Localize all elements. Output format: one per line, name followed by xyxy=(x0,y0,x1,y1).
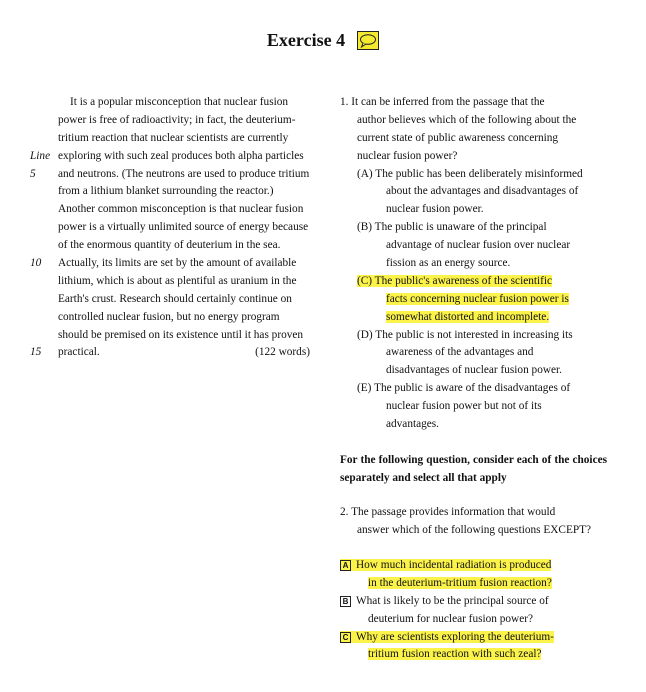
passage-line xyxy=(58,130,316,148)
option-text: (A) The public has been deliberately misinformed xyxy=(357,167,583,180)
speech-bubble-icon[interactable] xyxy=(357,31,379,50)
line-label: Line xyxy=(30,149,51,162)
passage-line xyxy=(30,255,316,273)
option-text: nuclear fusion power but not of its xyxy=(386,400,542,413)
option-text: (D) The public is not interested in increasing its xyxy=(357,328,573,341)
passage-line xyxy=(58,309,316,327)
answer-option-d[interactable] xyxy=(340,327,610,381)
passage-line-text: of the enormous quantity of deuterium in the sea. xyxy=(58,239,281,252)
option-text-highlighted: (C) The public's awareness of the scientific xyxy=(357,274,553,287)
passage-line-text: tritium reaction that nuclear scientists are currently xyxy=(58,131,289,144)
option-text: (B) The public is unaware of the principal xyxy=(357,221,547,234)
option-text-highlighted: How much incidental radiation is produced xyxy=(356,559,552,571)
line-label: 15 xyxy=(30,346,42,359)
passage-line-text: lithium, which is about as plentiful as uranium in the xyxy=(58,274,297,287)
option-text-highlighted: somewhat distorted and incomplete. xyxy=(386,310,550,323)
answer-option-c[interactable] xyxy=(340,273,610,327)
option-text: awareness of the advantages and xyxy=(386,346,534,359)
answer-option-a[interactable] xyxy=(340,166,610,220)
passage-line xyxy=(58,291,316,309)
question-2-options xyxy=(340,557,610,664)
option-text: disadvantages of nuclear fusion power. xyxy=(386,364,562,377)
answer-option-b[interactable] xyxy=(340,219,610,273)
passage-line-text: power is free of radioactivity; in fact, the deuterium- xyxy=(58,113,296,126)
passage-line-text: Earth's crust. Research should certainly continue on xyxy=(58,292,292,305)
checkbox-b[interactable]: B xyxy=(340,596,351,607)
passage-line-text: controlled nuclear fusion, but no energy program xyxy=(58,310,280,323)
passage-line-text: practical. xyxy=(58,346,100,359)
passage-line-text: from a lithium blanket surrounding the reactor.) xyxy=(58,185,274,198)
question-stem-line xyxy=(340,504,610,522)
question-stem-text: current state of public awareness concerning xyxy=(357,131,559,144)
passage-line-text: Actually, its limits are set by the amount of available xyxy=(58,257,297,270)
checkbox-c[interactable]: C xyxy=(340,632,351,643)
question-stem-line xyxy=(340,130,610,148)
option-text: What is likely to be the principal source of xyxy=(356,594,549,607)
question-stem-text: 2. The passage provides information that would xyxy=(340,506,556,518)
option-text: (E) The public is aware of the disadvantages of xyxy=(357,382,571,395)
option-text-highlighted: tritium fusion reaction with such zeal? xyxy=(368,648,542,661)
checkbox-option-a[interactable] xyxy=(340,557,610,593)
question-stem-text: answer which of the following questions EXCEPT? xyxy=(357,523,592,536)
option-text: fission as an energy source. xyxy=(386,257,511,270)
word-count: (122 words) xyxy=(255,346,310,359)
checkbox-option-c[interactable] xyxy=(340,629,610,665)
option-text-highlighted: Why are scientists exploring the deuterium- xyxy=(356,630,554,643)
passage-line-text: should be premised on its existence until it has proven xyxy=(58,328,304,341)
option-text: deuterium for nuclear fusion power? xyxy=(368,612,533,625)
passage xyxy=(30,94,316,362)
passage-line-text: exploring with such zeal produces both alpha particles xyxy=(58,149,304,162)
question-stem-line xyxy=(340,94,610,112)
passage-line-text: power is a virtually unlimited source of energy because xyxy=(58,221,309,234)
question-stem-line xyxy=(340,522,610,540)
passage-line xyxy=(58,273,316,291)
option-text: about the advantages and disadvantages of xyxy=(386,185,579,198)
passage-line xyxy=(58,112,316,130)
instruction: For the following question, consider each of the choices separately and select all that apply xyxy=(340,454,607,484)
question-stem-text: author believes which of the following about the xyxy=(357,113,577,126)
passage-line xyxy=(30,344,316,362)
option-text-highlighted: in the deuterium-tritium fusion reaction? xyxy=(368,576,552,589)
answer-option-e[interactable] xyxy=(340,380,610,434)
question-stem-line xyxy=(340,112,610,130)
passage-line xyxy=(58,327,316,345)
question-stem-text: 1. It can be inferred from the passage that the xyxy=(340,96,545,108)
page-title: Exercise 4 xyxy=(266,30,346,50)
passage-line xyxy=(30,148,316,166)
passage-line xyxy=(58,201,316,219)
line-label: 10 xyxy=(30,257,42,270)
question-stem-line xyxy=(340,148,610,166)
passage-line xyxy=(58,237,316,255)
question-1 xyxy=(340,94,610,434)
passage-line xyxy=(58,94,316,112)
checkbox-a[interactable]: A xyxy=(340,560,351,571)
checkbox-option-b[interactable] xyxy=(340,593,610,629)
option-text: advantages. xyxy=(386,418,440,431)
option-text: advantage of nuclear fusion over nuclear xyxy=(386,239,571,252)
passage-line-text: and neutrons. (The neutrons are used to produce tritium xyxy=(58,167,310,180)
passage-line xyxy=(58,219,316,237)
passage-line-text: Another common misconception is that nuclear fusion xyxy=(58,203,304,216)
line-label: 5 xyxy=(30,167,36,180)
header xyxy=(0,30,646,51)
question-stem-text: nuclear fusion power? xyxy=(357,149,458,162)
passage-line xyxy=(30,166,316,184)
option-text-highlighted: facts concerning nuclear fusion power is xyxy=(386,292,569,305)
passage-line xyxy=(58,183,316,201)
option-text: nuclear fusion power. xyxy=(386,203,484,216)
question-2 xyxy=(340,504,610,540)
passage-line-text: It is a popular misconception that nuclear fusion xyxy=(70,96,289,108)
